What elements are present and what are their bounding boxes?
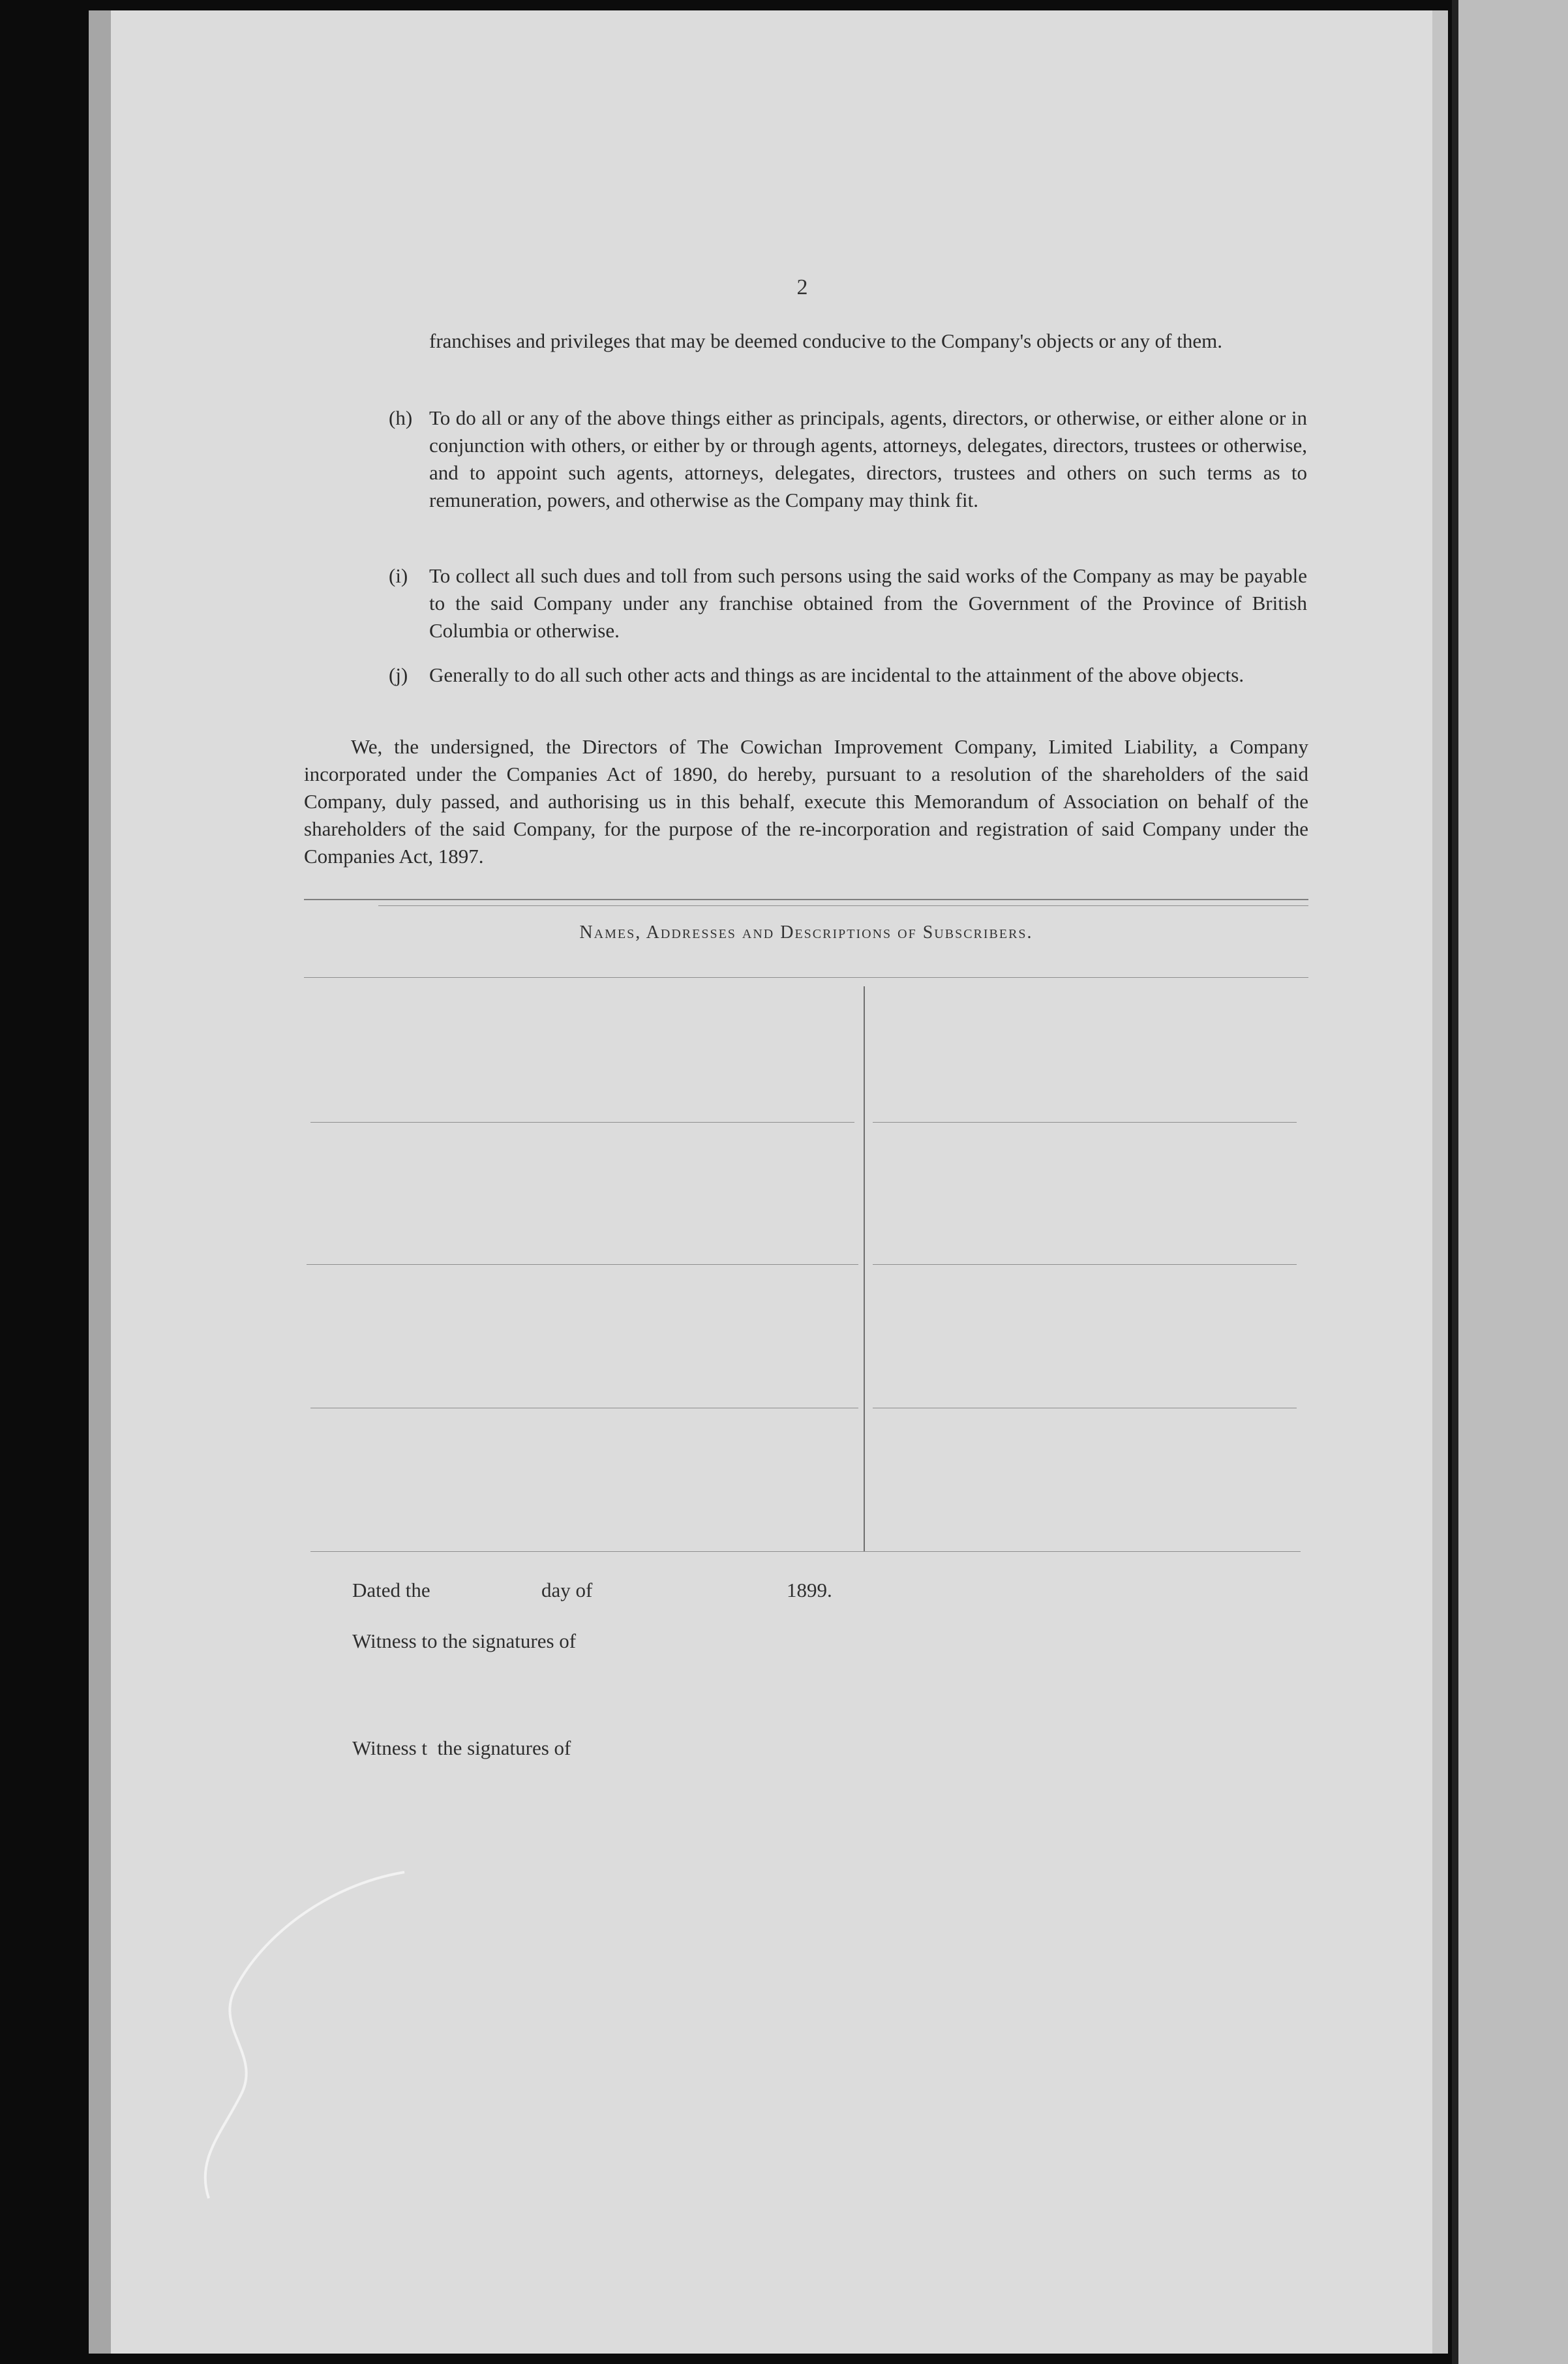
top-rule [304, 899, 1308, 900]
dated-prefix: Dated the [352, 1579, 430, 1601]
adjacent-page [1452, 0, 1568, 2364]
adjacent-page-edge [1452, 0, 1458, 2364]
clause-h-text: To do all or any of the above things either as principals, agents, directors, or otherwise, or either alone or in conjunction with others, or either by or through agents, attorneys, delegates, directors, trustees or otherwise, and to appoint such agents, attorneys, delegates, directors, trustees and others on such terms as to remuneration, powers, and otherwise as the Company may think fit. [429, 406, 1307, 511]
clause-i-label: (i) [389, 564, 408, 587]
signature-line-right-1 [873, 1122, 1297, 1123]
page-number: 2 [796, 275, 808, 299]
clause-j-label: (j) [389, 663, 408, 686]
witness-line-2: Witness t the signatures of [352, 1736, 571, 1759]
page-left-edge [89, 10, 111, 2354]
clause-h-label: (h) [389, 406, 413, 429]
signature-line-left-2 [307, 1264, 858, 1265]
signature-bottom-rule [310, 1551, 1301, 1552]
declaration-paragraph: We, the undersigned, the Directors of The Cowichan Improvement Company, Limited Liability, a Company incorporated under the Companies Act of 1890, do hereby, pursuant to a resolution of the shareholders of the said Company, duly passed, and authorising us in this behalf, execute this Memorandum of Association on behalf of the shareholders of the said Company, for the purpose of the re-incorporation and registration of said Company under the Companies Act, 1897. [304, 735, 1308, 868]
witness-line-1: Witness to the signatures of [352, 1629, 577, 1652]
signature-line-right-2 [873, 1264, 1297, 1265]
clause-i-text: To collect all such dues and toll from such persons using the said works of the Company as may be payable to the said Company under any franchise obtained from the Government of the Province of British Columbia or otherwise. [429, 564, 1307, 642]
subscribers-column-divider [864, 986, 865, 1551]
top-rule-secondary [378, 905, 1308, 906]
dated-day-of: day of [541, 1579, 593, 1601]
subscribers-heading: Names, Addresses and Descriptions of Subscribers. [579, 922, 1033, 943]
clause-j-text: Generally to do all such other acts and things as are incidental to the attainment of the above objects. [429, 663, 1244, 686]
continuation-paragraph: franchises and privileges that may be deemed conducive to the Company's objects or any of them. [429, 329, 1222, 352]
page-right-edge [1432, 10, 1448, 2354]
paper-crease-mark [183, 1859, 417, 2224]
heading-rule [304, 977, 1308, 978]
dated-year: 1899. [787, 1579, 832, 1601]
signature-line-left-1 [310, 1122, 854, 1123]
